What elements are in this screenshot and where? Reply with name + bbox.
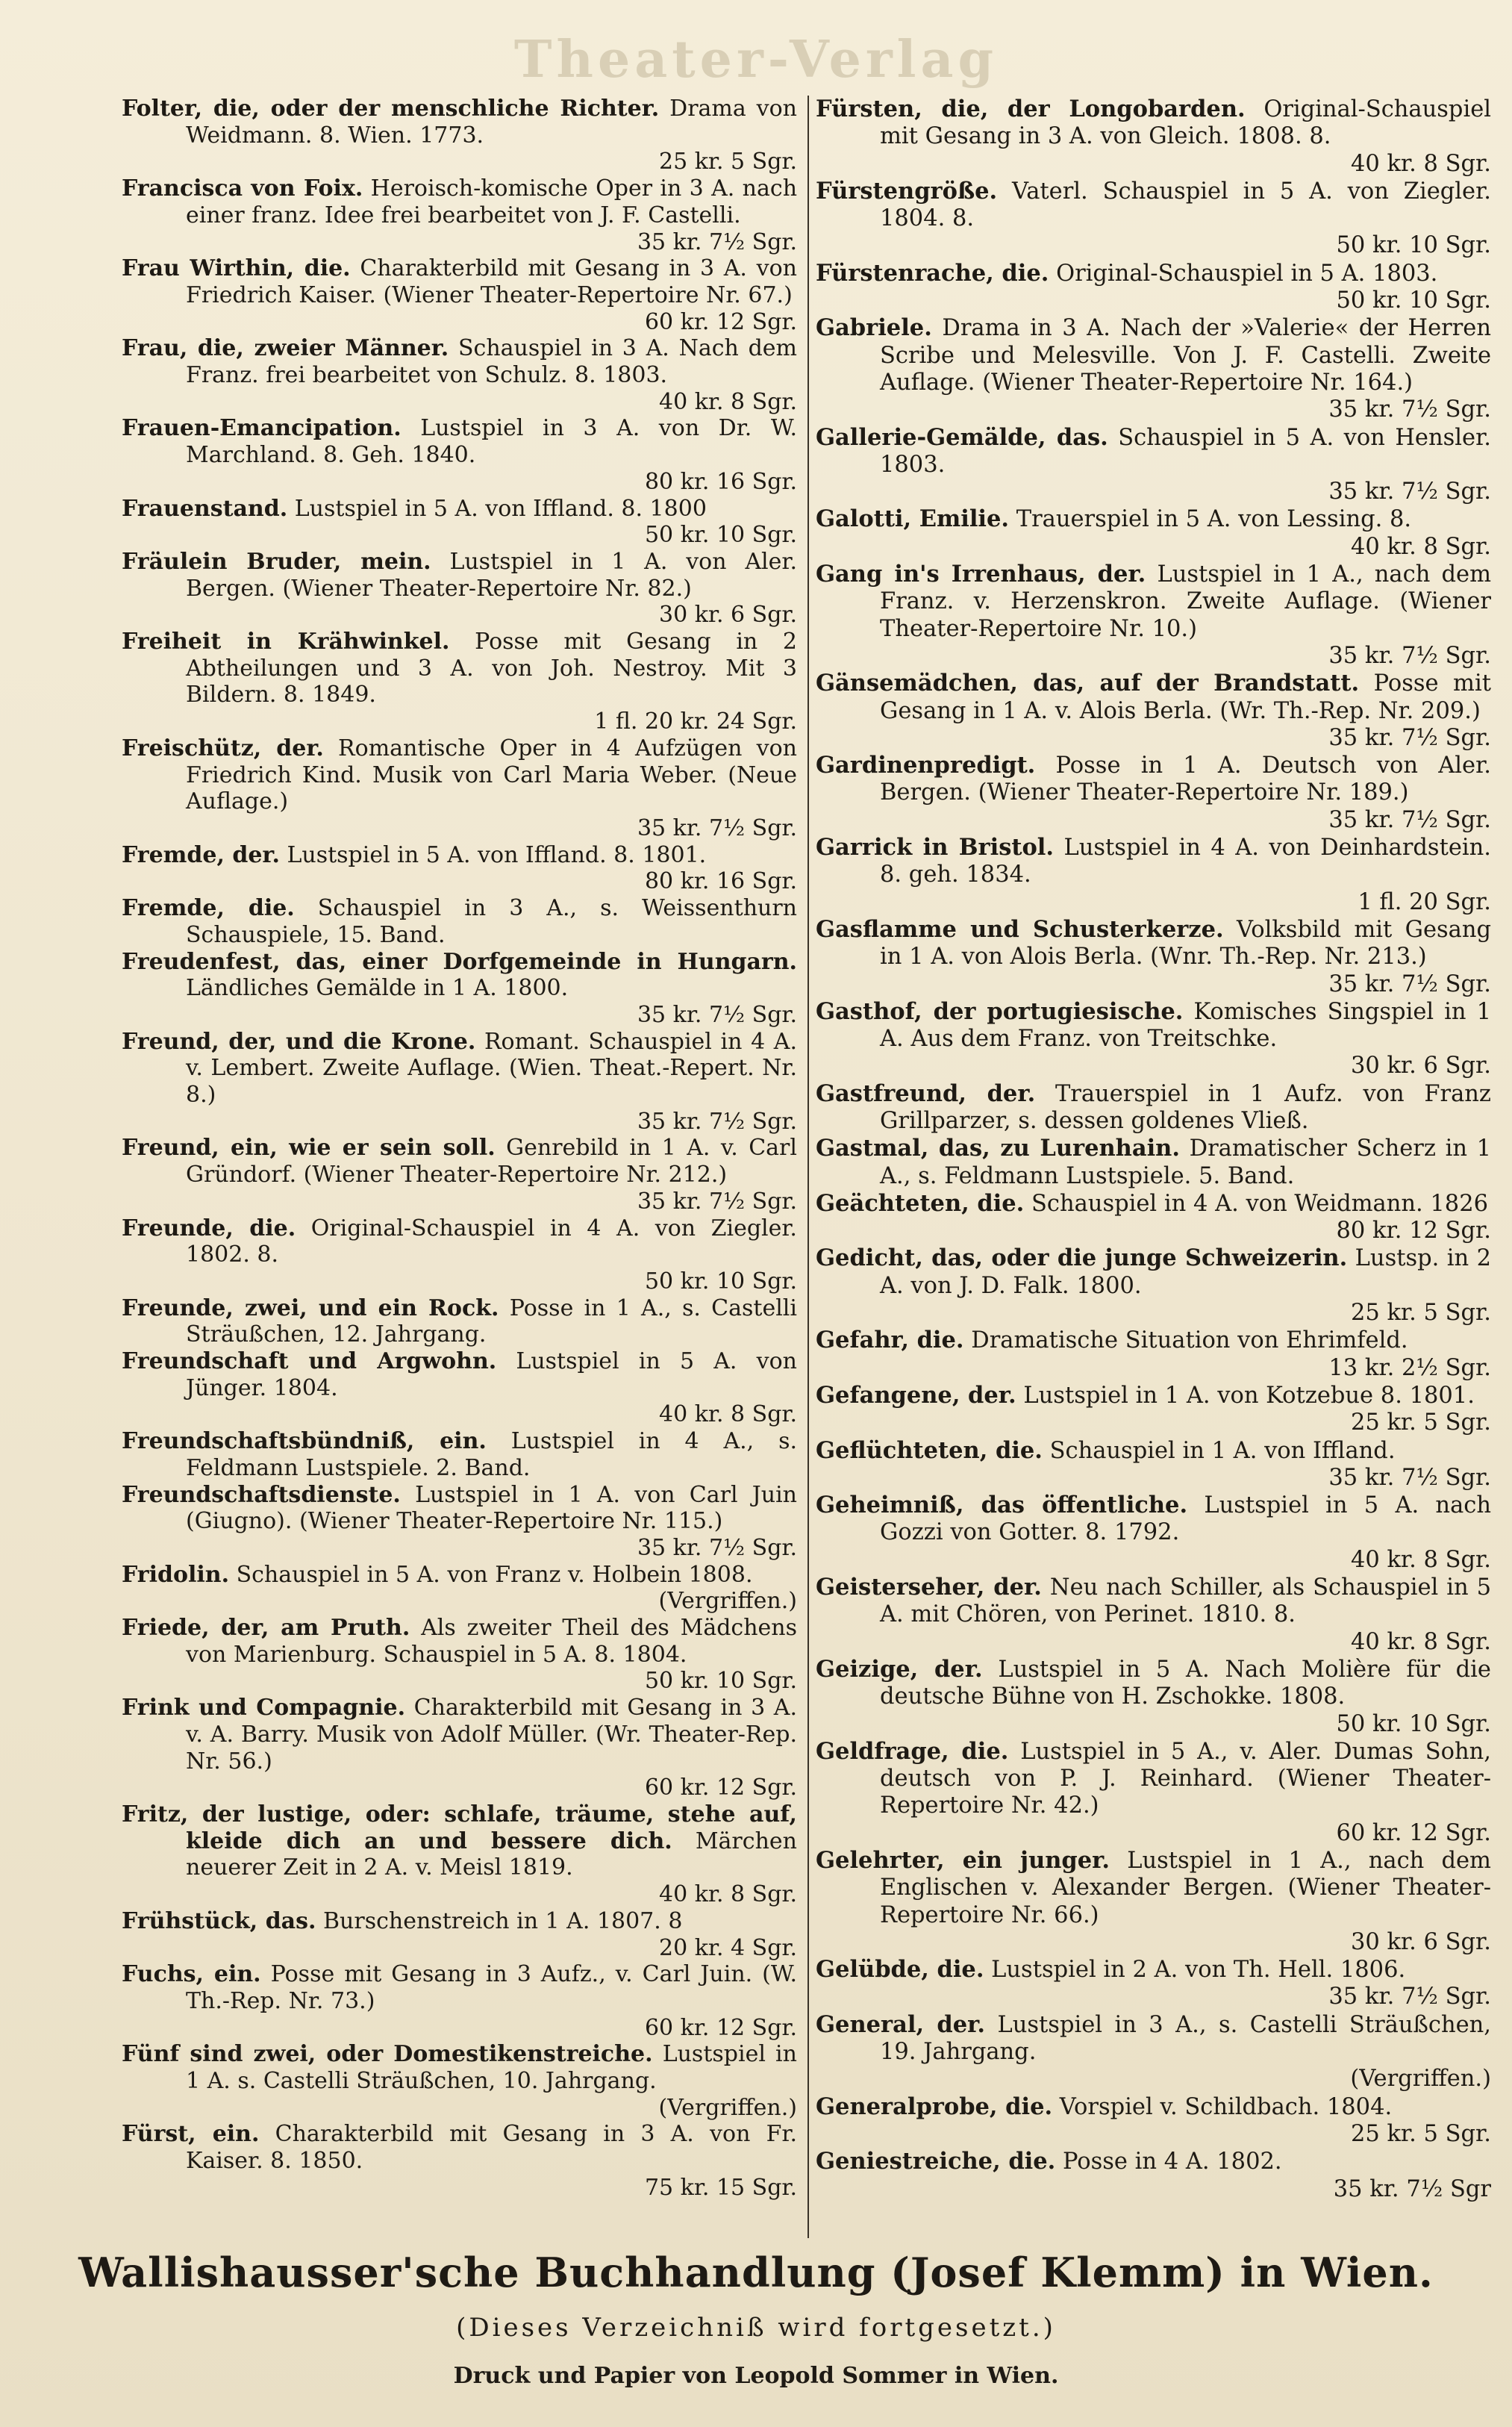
catalog-entry	[816, 1738, 1491, 1847]
entry-price: 35 kr. 7½ Sgr.	[1328, 1464, 1491, 1491]
entry-price: 80 kr. 12 Sgr.	[1336, 1218, 1491, 1244]
entry-description: Lustspiel in 4 A., s. Feldmann Lustspiele. 2. Band.	[186, 1428, 797, 1481]
entry-title: Geächteten, die.	[816, 1189, 1025, 1217]
catalog-entry	[122, 1908, 797, 1961]
catalog-entry	[122, 335, 797, 415]
entry-price: (Vergriffen.)	[658, 1588, 797, 1615]
catalog-entry	[122, 1029, 797, 1135]
entry-price: 30 kr. 6 Sgr.	[1350, 1053, 1491, 1079]
entry-description: Posse mit Gesang in 1 A. v. Alois Berla. (Wr. Th.-Rep. Nr. 209.)	[880, 670, 1491, 724]
catalog-entry	[122, 1428, 797, 1481]
entry-price: 30 kr. 6 Sgr.	[1350, 1928, 1491, 1955]
catalog-entry	[816, 834, 1491, 916]
catalog-entry	[816, 1244, 1491, 1327]
entry-title: Francisca von Foix.	[122, 175, 363, 202]
catalog-entry	[816, 1847, 1491, 1956]
entry-title: Gabriele.	[816, 314, 932, 342]
entry-title: Gedicht, das, oder die junge Schweizerin.	[816, 1244, 1348, 1272]
entry-price: 60 kr. 12 Sgr.	[644, 1775, 797, 1801]
catalog-entry	[816, 1382, 1491, 1437]
entry-description: Neu nach Schiller, als Schauspiel in 5 A. mit Chören, von Perinet. 1810. 8.	[880, 1574, 1491, 1628]
entry-title: Geldfrage, die.	[816, 1737, 1009, 1765]
entry-title: Freunde, die.	[122, 1215, 296, 1241]
left-column	[122, 96, 797, 2202]
entry-description: Burschenstreich in 1 A. 1807. 8	[323, 1907, 683, 1934]
catalog-entry	[122, 415, 797, 495]
entry-price: 40 kr. 8 Sgr.	[659, 1881, 797, 1908]
entry-price: 50 kr. 10 Sgr.	[644, 1268, 797, 1294]
catalog-entry	[816, 916, 1491, 998]
entry-title: Freund, ein, wie er sein soll.	[122, 1135, 496, 1162]
entry-title: Gelehrter, ein junger.	[816, 1847, 1110, 1874]
catalog-entry	[816, 670, 1491, 752]
entry-title: Gasthof, der portugiesische.	[816, 997, 1184, 1025]
catalog-entry	[816, 752, 1491, 834]
entry-description: Charakterbild mit Gesang in 3 A. von Fr. Kaiser. 8. 1850.	[186, 2121, 797, 2175]
printer-line: Druck und Papier von Leopold Sommer in Wien.	[453, 2363, 1059, 2389]
catalog-entry	[816, 561, 1491, 670]
entry-description: Komisches Singspiel in 1 A. Aus dem Franz. von Treitschke.	[880, 998, 1492, 1053]
entry-price: 1 fl. 20 kr. 24 Sgr.	[594, 708, 797, 735]
entry-description: Lustspiel in 1 A. s. Castelli Sträußchen, 10. Jahrgang.	[186, 2041, 797, 2095]
entry-title: Frauen-Emancipation.	[122, 415, 402, 442]
entry-price: 25 kr. 5 Sgr.	[659, 149, 797, 175]
entry-description: Original-Schauspiel in 5 A. 1803.	[1056, 260, 1438, 287]
entry-title: Frau Wirthin, die.	[122, 255, 351, 282]
catalog-entry	[122, 1135, 797, 1215]
entry-price: 35 kr. 7½ Sgr.	[1328, 479, 1491, 505]
entry-title: Fünf sind zwei, oder Domestikenstreiche.	[122, 2041, 653, 2068]
entry-price: (Vergriffen.)	[658, 2094, 797, 2121]
entry-title: Freundschaftsbündniß, ein.	[122, 1428, 487, 1455]
entry-price: 13 kr. 2½ Sgr.	[1328, 1354, 1491, 1381]
entry-title: Geisterseher, der.	[816, 1574, 1042, 1601]
entry-title: Gänsemädchen, das, auf der Brandstatt.	[816, 670, 1360, 697]
entry-description: Posse mit Gesang in 2 Abtheilungen und 3 A. von Joh. Nestroy. Mit 3 Bildern. 8. 1849.	[186, 629, 797, 708]
catalog-entry	[122, 629, 797, 735]
entry-description: Lustspiel in 5 A. von Iffland. 8. 1800	[294, 495, 707, 522]
entry-description: Drama in 3 A. Nach der »Valerie« der Herren Scribe und Melesville. Von J. F. Castelli. Zweite Auflage. (Wiener Theater-Repertoire Nr. 164.)	[880, 315, 1491, 396]
entry-description: Posse mit Gesang in 3 Aufz., v. Carl Juin. (W. Th.-Rep. Nr. 73.)	[186, 1961, 798, 2014]
right-column	[816, 96, 1491, 2203]
entry-price: 50 kr. 10 Sgr.	[644, 522, 797, 549]
catalog-entry	[816, 314, 1491, 423]
entry-description: Dramatische Situation von Ehrimfeld.	[971, 1327, 1408, 1354]
entry-price: 35 kr. 7½ Sgr.	[637, 1188, 797, 1215]
catalog-entry	[122, 255, 797, 335]
catalog-entry	[122, 496, 797, 549]
entry-description: Lustspiel in 5 A. nach Gozzi von Gotter. 8. 1792.	[880, 1492, 1491, 1546]
entry-title: Fuchs, ein.	[122, 1961, 261, 1988]
catalog-entry	[816, 2011, 1491, 2093]
entry-price: 40 kr. 8 Sgr.	[1350, 1546, 1491, 1573]
entry-description: Als zweiter Theil des Mädchens von Marienburg. Schauspiel in 5 A. 8. 1804.	[186, 1615, 797, 1668]
entry-price: 60 kr. 12 Sgr.	[644, 308, 797, 335]
entry-description: Trauerspiel in 1 Aufz. von Franz Grillparzer, s. dessen goldenes Vließ.	[880, 1080, 1491, 1134]
entry-title: Gelübde, die.	[816, 1956, 984, 1984]
entry-price: 35 kr. 7½ Sgr.	[1328, 1984, 1491, 2010]
entry-price: (Vergriffen.)	[1350, 2066, 1491, 2093]
entry-description: Posse in 1 A. Deutsch von Aler. Bergen. (Wiener Theater-Repertoire Nr. 189.)	[880, 753, 1491, 806]
catalog-entry	[816, 1327, 1491, 1382]
catalog-entry	[122, 1348, 797, 1428]
entry-title: Fürst, ein.	[122, 2121, 260, 2148]
entry-description: Schauspiel in 5 A. von Franz v. Holbein 1808.	[236, 1561, 753, 1588]
entry-description: Posse in 1 A., s. Castelli Sträußchen, 12. Jahrgang.	[186, 1294, 798, 1348]
entry-price: 40 kr. 8 Sgr.	[659, 1401, 797, 1428]
entry-price: 60 kr. 12 Sgr.	[1336, 1819, 1491, 1846]
entry-title: Fridolin.	[122, 1561, 230, 1588]
catalog-entry	[122, 1562, 797, 1615]
entry-price: 20 kr. 4 Sgr.	[659, 1934, 797, 1961]
entry-description: Lustspiel in 5 A. von Jünger. 1804.	[186, 1348, 797, 1401]
catalog-entry	[816, 2148, 1491, 2203]
catalog-entry	[816, 1492, 1491, 1574]
entry-price: 40 kr. 8 Sgr.	[1350, 150, 1491, 177]
entry-description: Lustspiel in 1 A., nach dem Franz. v. Herzenskron. Zweite Auflage. (Wiener Theater-Repertoire Nr. 10.)	[880, 561, 1491, 642]
entry-title: Gardinenpredigt.	[816, 752, 1036, 779]
entry-title: Gastfreund, der.	[816, 1079, 1036, 1107]
column-divider	[807, 96, 809, 2238]
entry-description: Volksbild mit Gesang in 1 A. von Alois Berla. (Wnr. Th.-Rep. Nr. 213.)	[880, 916, 1491, 971]
entry-title: Gefahr, die.	[816, 1327, 964, 1354]
entry-description: Lustspiel in 1 A., nach dem Englischen v. Alexander Bergen. (Wiener Theater-Repertoire Nr. 66.)	[880, 1848, 1491, 1928]
catalog-entry	[122, 949, 797, 1029]
entry-price: 50 kr. 10 Sgr.	[1336, 287, 1491, 314]
catalog-entry	[816, 1437, 1491, 1492]
catalog-entry	[816, 260, 1491, 315]
entry-title: General, der.	[816, 2010, 986, 2038]
faded-header: Theater-Verlag	[513, 30, 999, 90]
entry-description: Original-Schauspiel in 4 A. von Ziegler. 1802. 8.	[186, 1215, 797, 1268]
entry-title: Gasflamme und Schusterkerze.	[816, 915, 1224, 943]
catalog-entry	[122, 1801, 797, 1908]
entry-price: 40 kr. 8 Sgr.	[1350, 533, 1491, 560]
entry-description: Lustspiel in 3 A. von Dr. W. Marchland. 8. Geh. 1840.	[186, 415, 797, 469]
entry-price: 50 kr. 10 Sgr.	[644, 1668, 797, 1695]
entry-description: Schauspiel in 4 A. von Weidmann. 1826	[1031, 1190, 1489, 1217]
continuation-note: (Dieses Verzeichniß wird fortgesetzt.)	[456, 2313, 1056, 2343]
entry-title: Galotti, Emilie.	[816, 505, 1010, 533]
catalog-entry	[122, 2121, 797, 2201]
entry-price: 60 kr. 12 Sgr.	[644, 2014, 797, 2041]
entry-description: Posse in 4 A. 1802.	[1062, 2149, 1282, 2175]
entry-price: 1 fl. 20 Sgr.	[1358, 888, 1491, 915]
entry-title: Friede, der, am Pruth.	[122, 1615, 410, 1642]
entry-price: 35 kr. 7½ Sgr.	[637, 228, 797, 255]
entry-price: 25 kr. 5 Sgr.	[1350, 1300, 1491, 1327]
catalog-entry	[816, 505, 1491, 561]
entry-price: 25 kr. 5 Sgr.	[1350, 1409, 1491, 1436]
entry-title: Freundschaftsdienste.	[122, 1481, 401, 1508]
catalog-entry	[122, 1695, 797, 1801]
catalog-entry	[816, 1574, 1491, 1656]
entry-price: 40 kr. 8 Sgr.	[1350, 1628, 1491, 1655]
entry-title: Frauenstand.	[122, 495, 288, 522]
entry-description: Original-Schauspiel mit Gesang in 3 A. von Gleich. 1808. 8.	[880, 96, 1491, 150]
entry-description: Heroisch-komische Oper in 3 A. nach einer franz. Idee frei bearbeitet von J. F. Castelli.	[186, 175, 798, 228]
entry-description: Genrebild in 1 A. v. Carl Gründorf. (Wiener Theater-Repertoire Nr. 212.)	[186, 1135, 797, 1188]
entry-price: 35 kr. 7½ Sgr.	[1328, 806, 1491, 833]
entry-price: 35 kr. 7½ Sgr.	[1328, 724, 1491, 751]
entry-description: Trauerspiel in 5 A. von Lessing. 8.	[1016, 506, 1412, 533]
entry-description: Romantische Oper in 4 Aufzügen von Friedrich Kind. Musik von Carl Maria Weber. (Neue Auflage.)	[186, 735, 797, 815]
entry-description: Dramatischer Scherz in 1 A., s. Feldmann Lustspiele. 5. Band.	[880, 1135, 1492, 1189]
entry-description: Lustspiel in 1 A. von Carl Juin (Giugno). (Wiener Theater-Repertoire Nr. 115.)	[186, 1481, 797, 1535]
entry-title: Frau, die, zweier Männer.	[122, 335, 449, 362]
entry-price: 35 kr. 7½ Sgr.	[637, 1534, 797, 1561]
entry-description: Märchen neuerer Zeit in 2 A. v. Meisl 1819.	[186, 1828, 797, 1881]
entry-price: 35 kr. 7½ Sgr.	[1328, 396, 1491, 423]
entry-description: Lustspiel in 4 A. von Deinhardstein. 8. geh. 1834.	[880, 835, 1491, 888]
catalog-entry	[122, 842, 797, 895]
entry-description: Schauspiel in 1 A. von Iffland.	[1049, 1437, 1396, 1464]
entry-price: 35 kr. 7½ Sgr.	[1328, 971, 1491, 997]
entry-title: Geniestreiche, die.	[816, 2148, 1056, 2175]
entry-title: Folter, die, oder der menschliche Richter.	[122, 96, 660, 122]
catalog-entry	[816, 1135, 1491, 1190]
catalog-entry	[816, 424, 1491, 506]
entry-description: Schauspiel in 3 A., s. Weissenthurn Schauspiele, 15. Band.	[186, 895, 797, 948]
catalog-entry	[122, 735, 797, 842]
entry-title: Freunde, zwei, und ein Rock.	[122, 1294, 499, 1321]
entry-title: Gefangene, der.	[816, 1381, 1016, 1409]
entry-description: Lustspiel in 5 A., v. Aler. Dumas Sohn, deutsch von P. J. Reinhard. (Wiener Theater-Repertoire Nr. 42.)	[880, 1738, 1491, 1819]
entry-title: Freischütz, der.	[122, 735, 324, 761]
entry-title: Fremde, der.	[122, 841, 280, 868]
entry-description: Lustspiel in 1 A. von Aler. Bergen. (Wiener Theater-Repertoire Nr. 82.)	[186, 548, 797, 602]
entry-description: Lustspiel in 2 A. von Th. Hell. 1806.	[991, 1957, 1406, 1984]
catalog-entry	[122, 175, 797, 255]
entry-price: 75 kr. 15 Sgr.	[644, 2174, 797, 2201]
entry-title: Fürstengröße.	[816, 177, 998, 205]
entry-title: Freudenfest, das, einer Dorfgemeinde in Hungarn.	[122, 948, 797, 975]
catalog-entry	[122, 96, 797, 175]
entry-description: Schauspiel in 3 A. Nach dem Franz. frei bearbeitet von Schulz. 8. 1803.	[186, 335, 797, 389]
entry-title: Geheimniß, das öffentliche.	[816, 1492, 1188, 1519]
entry-title: Geflüchteten, die.	[816, 1436, 1043, 1464]
entry-title: Gang in's Irrenhaus, der.	[816, 561, 1146, 588]
entry-price: 80 kr. 16 Sgr.	[644, 468, 797, 495]
entry-title: Fräulein Bruder, mein.	[122, 548, 431, 575]
catalog-entry	[816, 2093, 1491, 2149]
entry-description: Lustsp. in 2 A. von J. D. Falk. 1800.	[880, 1245, 1492, 1299]
catalog-entry	[816, 1656, 1491, 1738]
entry-title: Fürstenrache, die.	[816, 259, 1049, 287]
entry-description: Charakterbild mit Gesang in 3 A. v. A. Barry. Musik von Adolf Müller. (Wr. Theater-Rep. Nr. 56.)	[186, 1695, 797, 1775]
entry-price: 30 kr. 6 Sgr.	[659, 602, 797, 629]
entry-price: 40 kr. 8 Sgr.	[659, 388, 797, 415]
entry-title: Frink und Compagnie.	[122, 1695, 406, 1722]
catalog-entry	[122, 1615, 797, 1695]
entry-description: Lustspiel in 5 A. von Iffland. 8. 1801.	[287, 841, 707, 868]
entry-description: Lustspiel in 1 A. von Kotzebue 8. 1801.	[1023, 1382, 1475, 1409]
entry-price: 35 kr. 7½ Sgr.	[637, 1001, 797, 1028]
entry-price: 35 kr. 7½ Sgr.	[637, 1108, 797, 1135]
entry-title: Fürsten, die, der Longobarden.	[816, 96, 1246, 122]
catalog-entry	[816, 178, 1491, 260]
entry-description: Charakterbild mit Gesang in 3 A. von Friedrich Kaiser. (Wiener Theater-Repertoire Nr. 67.)	[186, 255, 797, 308]
catalog-entry	[816, 96, 1491, 178]
entry-description: Lustspiel in 3 A., s. Castelli Sträußchen, 19. Jahrgang.	[880, 2011, 1491, 2066]
entry-price: 80 kr. 16 Sgr.	[644, 868, 797, 895]
entry-description: Vorspiel v. Schildbach. 1804.	[1059, 2093, 1393, 2120]
catalog-entry	[122, 1295, 797, 1348]
entry-description: Ländliches Gemälde in 1 A. 1800.	[186, 975, 569, 1002]
entry-description: Romant. Schauspiel in 4 A. v. Lembert. Zweite Auflage. (Wien. Theat.-Repert. Nr. 8.)	[186, 1028, 797, 1109]
catalog-entry	[816, 1080, 1491, 1135]
entry-title: Gallerie-Gemälde, das.	[816, 423, 1108, 451]
entry-title: Freiheit in Krähwinkel.	[122, 629, 450, 655]
entry-title: Fritz, der lustige, oder: schlafe, träume, stehe auf, kleide dich an und bessere dich.	[122, 1801, 797, 1854]
catalog-entry	[122, 549, 797, 629]
catalog-entry	[816, 998, 1491, 1080]
entry-description: Drama von Weidmann. 8. Wien. 1773.	[186, 96, 797, 149]
entry-title: Gastmal, das, zu Lurenhain.	[816, 1135, 1180, 1162]
catalog-entry	[122, 1215, 797, 1295]
entry-title: Garrick in Bristol.	[816, 834, 1055, 862]
entry-price: 50 kr. 10 Sgr.	[1336, 232, 1491, 259]
catalog-entry	[122, 895, 797, 948]
entry-description: Vaterl. Schauspiel in 5 A. von Ziegler. 1804. 8.	[880, 178, 1492, 232]
entry-title: Frühstück, das.	[122, 1907, 316, 1934]
catalog-entry	[122, 2041, 797, 2121]
entry-price: 35 kr. 7½ Sgr	[1333, 2175, 1491, 2202]
entry-title: Generalprobe, die.	[816, 2093, 1053, 2120]
entry-title: Freundschaft und Argwohn.	[122, 1348, 497, 1375]
entry-title: Geizige, der.	[816, 1655, 983, 1683]
catalog-entry	[816, 1956, 1491, 2011]
entry-price: 35 kr. 7½ Sgr.	[1328, 642, 1491, 669]
entry-price: 50 kr. 10 Sgr.	[1336, 1710, 1491, 1737]
catalog-entry	[122, 1482, 797, 1562]
entry-title: Fremde, die.	[122, 895, 295, 922]
publisher-line: Wallishausser'sche Buchhandlung (Josef Klemm) in Wien.	[78, 2249, 1434, 2296]
entry-description: Schauspiel in 5 A. von Hensler. 1803.	[880, 424, 1491, 478]
catalog-entry	[122, 1961, 797, 2041]
entry-price: 25 kr. 5 Sgr.	[1350, 2120, 1491, 2147]
entry-title: Freund, der, und die Krone.	[122, 1028, 476, 1055]
entry-price: 35 kr. 7½ Sgr.	[637, 814, 797, 841]
entry-description: Lustspiel in 5 A. Nach Molière für die deutsche Bühne von H. Zschokke. 1808.	[880, 1656, 1491, 1710]
catalog-entry	[816, 1190, 1491, 1245]
